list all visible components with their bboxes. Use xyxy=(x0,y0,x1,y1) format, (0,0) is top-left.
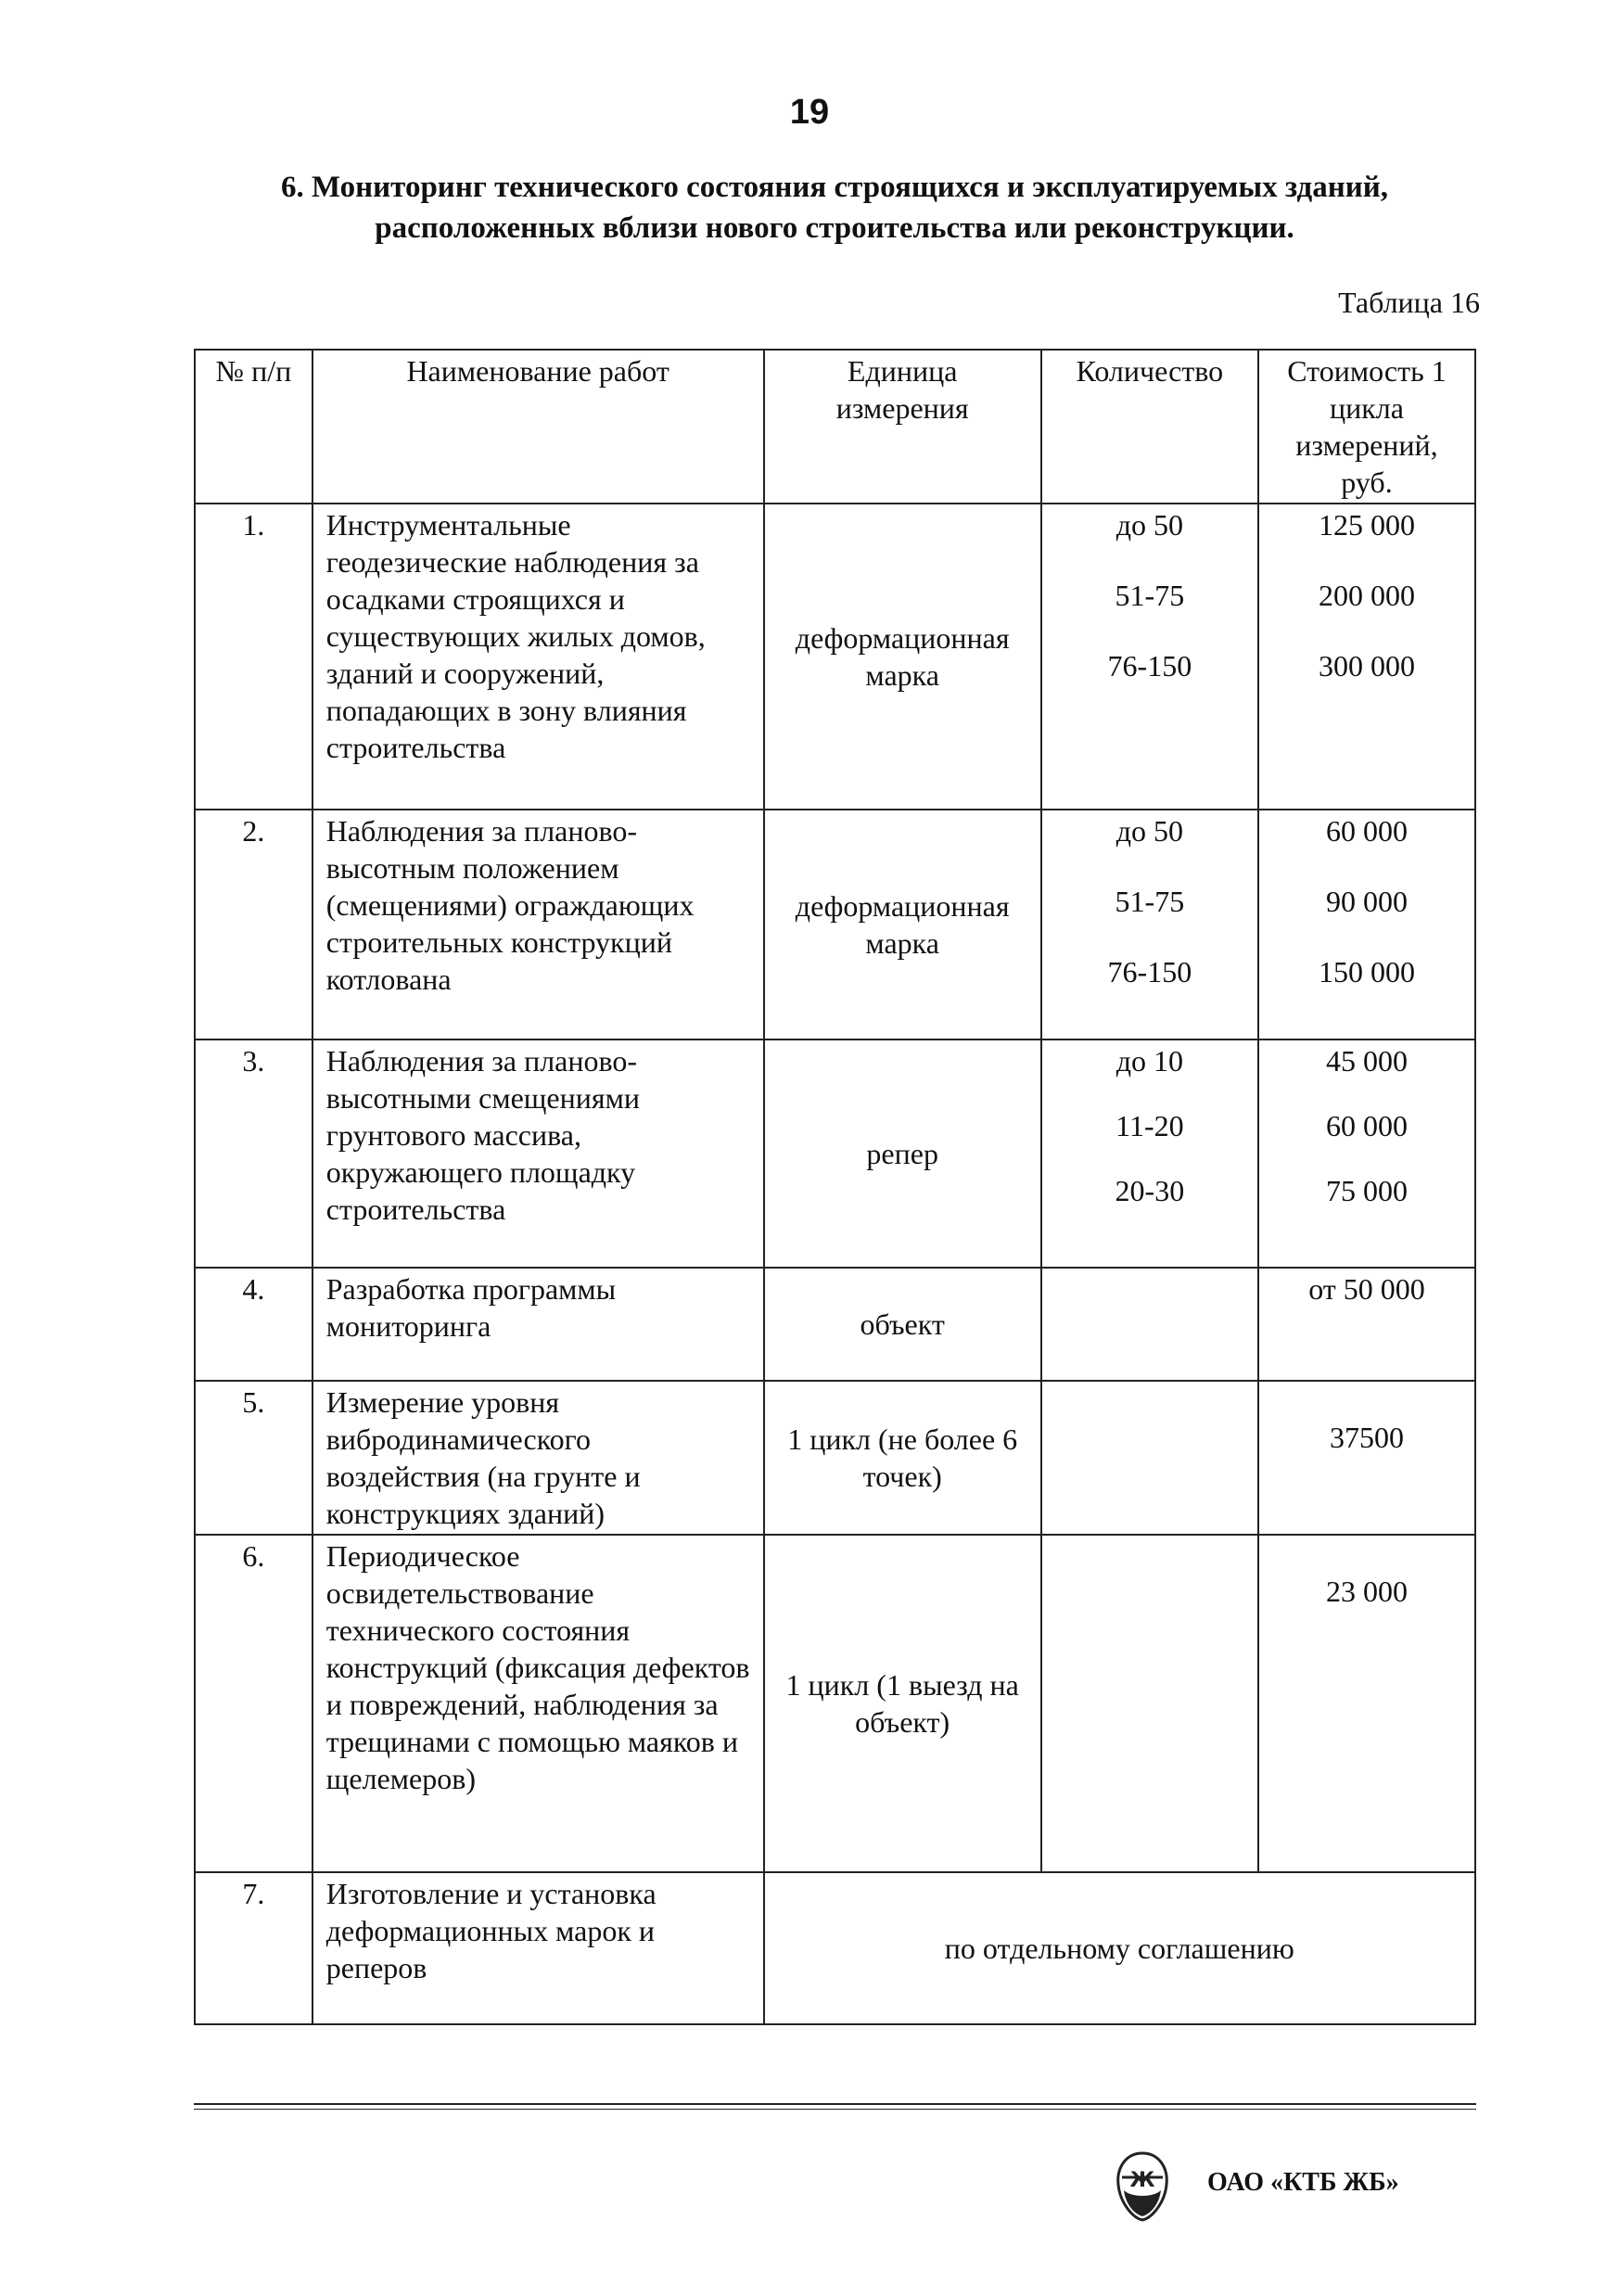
row-num: 4. xyxy=(195,1268,312,1381)
cost-value: 125 000 xyxy=(1318,508,1415,542)
row-name: Разработка программы мониторинга xyxy=(312,1268,764,1381)
header-qty: Количество xyxy=(1041,350,1258,504)
table-row xyxy=(195,1872,1475,2024)
row-qty-empty xyxy=(1041,1535,1258,1872)
row-cost: 37500 xyxy=(1258,1381,1475,1535)
agreement-note: по отдельному соглашению xyxy=(764,1872,1475,2024)
row-cost xyxy=(1258,1040,1475,1268)
row-unit: репер xyxy=(764,1040,1041,1268)
row-num: 6. xyxy=(195,1535,312,1872)
page-number: 19 xyxy=(789,93,830,132)
ktb-zhb-logo-icon xyxy=(1113,2149,1172,2224)
table-row xyxy=(195,1381,1475,1535)
row-name: Инструментальные геодезические наблюдения за осадками строящихся и существующих жилых домов, зданий и сооружений, попадающих в зону влияния строительства xyxy=(312,504,764,810)
qty-value: 76-150 xyxy=(1107,955,1192,989)
row-unit: деформационная марка xyxy=(764,810,1041,1040)
row-qty xyxy=(1041,810,1258,1040)
cost-value: 90 000 xyxy=(1325,885,1408,918)
table-caption: Таблица 16 xyxy=(1338,286,1480,319)
table-row xyxy=(195,1535,1475,1872)
row-cost xyxy=(1258,810,1475,1040)
svg-text:Ж: Ж xyxy=(1129,2169,1155,2192)
qty-value: до 10 xyxy=(1115,1044,1184,1078)
row-name: Наблюдения за планово-высотным положением (смещениями) ограждающих строительных конструкций котлована xyxy=(312,810,764,1040)
header-cost: Стоимость 1 цикла измерений, руб. xyxy=(1258,350,1475,504)
row-name: Измерение уровня вибродинамического воздействия (на грунте и конструкциях зданий) xyxy=(312,1381,764,1535)
row-name: Периодическое освидетельствование технического состояния конструкций (фиксация дефектов и повреждений, наблюдения за трещинами с помощью маяков и щелемеров) xyxy=(312,1535,764,1872)
cost-value: 300 000 xyxy=(1318,649,1415,682)
table-row xyxy=(195,810,1475,1040)
row-unit: объект xyxy=(764,1268,1041,1381)
row-qty xyxy=(1041,504,1258,810)
table-row xyxy=(195,1040,1475,1268)
table-header-row xyxy=(195,350,1475,504)
qty-value: 11-20 xyxy=(1115,1109,1184,1142)
row-cost xyxy=(1258,504,1475,810)
cost-value: 200 000 xyxy=(1318,579,1415,612)
row-unit: 1 цикл (не более 6 точек) xyxy=(764,1381,1041,1535)
row-name: Изготовление и установка деформационных марок и реперов xyxy=(312,1872,764,2024)
cost-value: 45 000 xyxy=(1325,1044,1408,1078)
qty-value: до 50 xyxy=(1115,814,1184,848)
row-qty-empty xyxy=(1041,1381,1258,1535)
row-name: Наблюдения за планово-высотными смещениями грунтового массива, окружающего площадку строительства xyxy=(312,1040,764,1268)
row-num: 5. xyxy=(195,1381,312,1535)
row-qty xyxy=(1041,1040,1258,1268)
table-row xyxy=(195,1268,1475,1381)
row-cost: от 50 000 xyxy=(1258,1268,1475,1381)
row-num: 3. xyxy=(195,1040,312,1268)
qty-value: 76-150 xyxy=(1107,649,1192,682)
row-qty-empty xyxy=(1041,1268,1258,1381)
qty-value: 51-75 xyxy=(1115,579,1185,612)
header-unit: Единица измерения xyxy=(764,350,1041,504)
row-num: 1. xyxy=(195,504,312,810)
table-row xyxy=(195,504,1475,810)
qty-value: 51-75 xyxy=(1115,885,1185,918)
row-unit: деформационная марка xyxy=(764,504,1041,810)
row-unit: 1 цикл (1 выезд на объект) xyxy=(764,1535,1041,1872)
row-cost: 23 000 xyxy=(1258,1535,1475,1872)
footer-rule xyxy=(194,2103,1476,2105)
cost-value: 75 000 xyxy=(1325,1174,1408,1207)
qty-value: 20-30 xyxy=(1115,1174,1185,1207)
section-heading: 6. Мониторинг технического состояния строящихся и эксплуатируемых зданий, расположенных вблизи нового строительства или реконструкции. xyxy=(280,171,1389,245)
organization-name: ОАО «КТБ ЖБ» xyxy=(1207,2168,1399,2197)
header-name: Наименование работ xyxy=(312,350,764,504)
cost-value: 150 000 xyxy=(1318,955,1415,989)
works-table xyxy=(194,349,1476,2025)
cost-value: 60 000 xyxy=(1325,1109,1408,1142)
qty-value: до 50 xyxy=(1115,508,1184,542)
row-num: 2. xyxy=(195,810,312,1040)
row-num: 7. xyxy=(195,1872,312,2024)
footer-rule-thin xyxy=(194,2109,1476,2110)
header-num: № п/п xyxy=(195,350,312,504)
cost-value: 60 000 xyxy=(1325,814,1408,848)
